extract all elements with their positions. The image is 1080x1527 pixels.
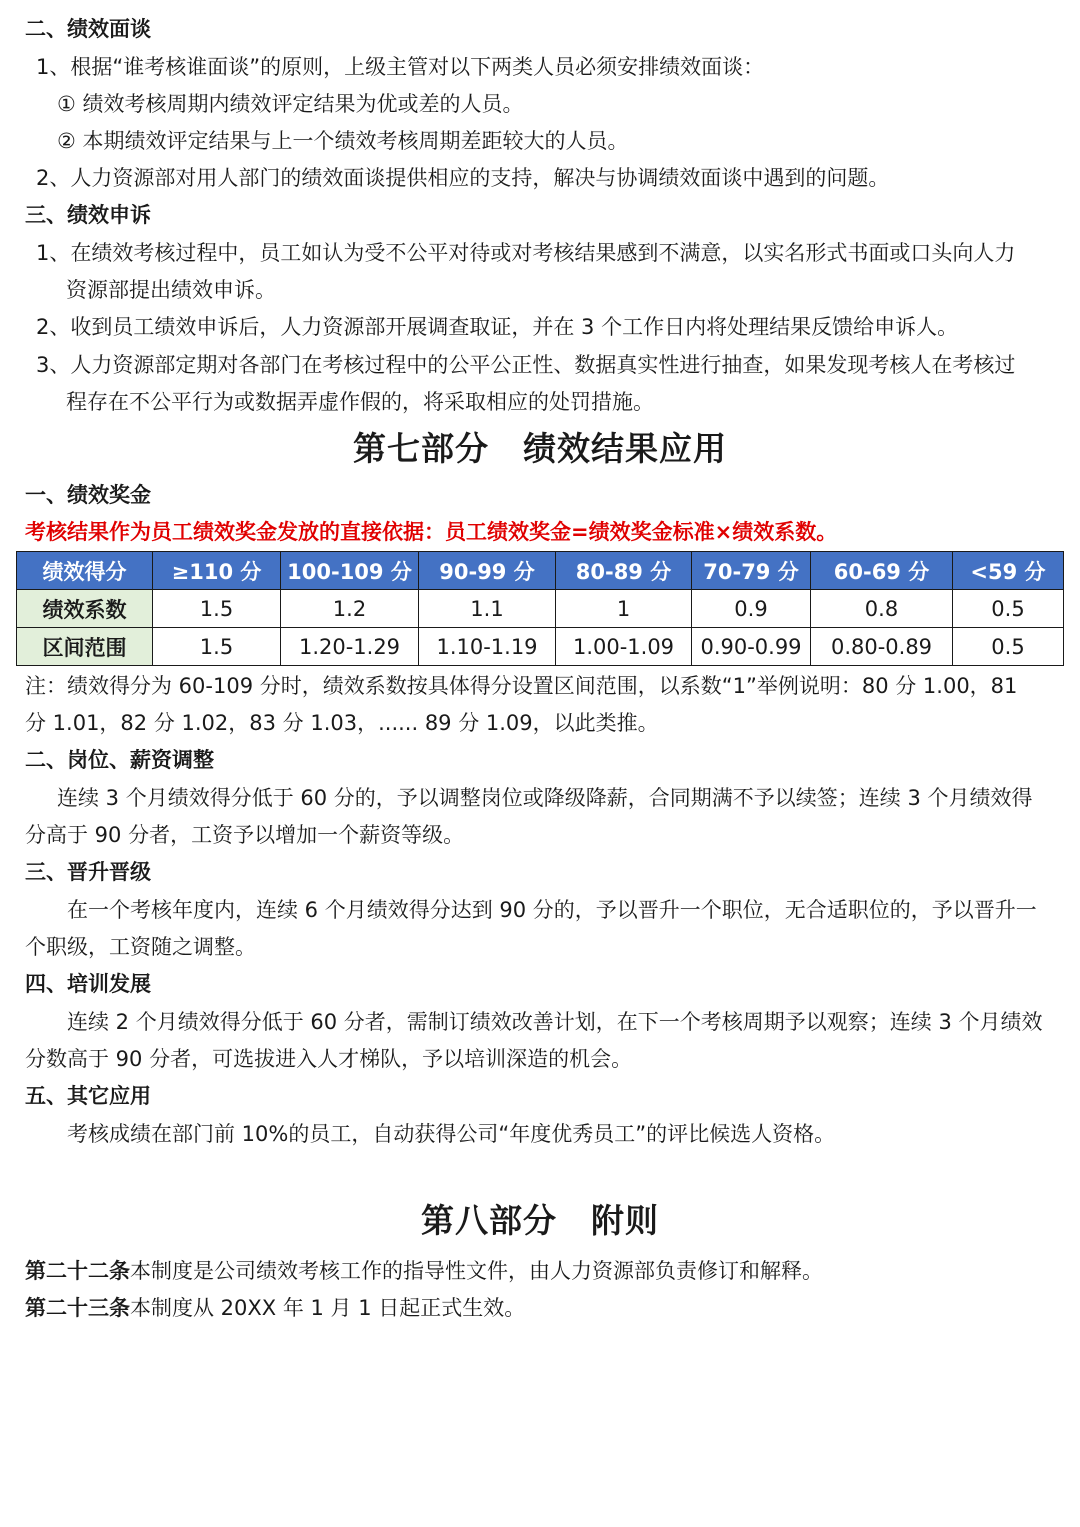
appeal-item-2: 2、收到员工绩效申诉后，人力资源部开展调查取证，并在 3 个工作日内将处理结果反馈给申诉人。: [36, 315, 959, 339]
table-cell: 1.1: [419, 590, 556, 628]
table-row-coefficient: [17, 590, 1064, 628]
part-7-title: 第七部分 绩效结果应用: [353, 429, 727, 468]
table-cell: 1.2: [281, 590, 419, 628]
position-salary-line-1: 连续 3 个月绩效得分低于 60 分的，予以调整岗位或降级降薪，合同期满不予以续签；连续 3 个月绩效得: [57, 786, 1033, 810]
article-22-text: 本制度是公司绩效考核工作的指导性文件，由人力资源部负责修订和解释。: [130, 1259, 823, 1283]
section-title-other-uses: 五、其它应用: [25, 1084, 151, 1108]
table-header-cell: <59 分: [953, 552, 1064, 590]
table-header-row: [17, 552, 1064, 590]
table-header-cell: 90-99 分: [419, 552, 556, 590]
table-header-cell: 70-79 分: [692, 552, 811, 590]
table-header-cell: 100-109 分: [281, 552, 419, 590]
appeal-item-3-line-1: 3、人力资源部定期对各部门在考核过程中的公平公正性、数据真实性进行抽查，如果发现考核人在考核过: [36, 353, 1016, 377]
article-23: [25, 1293, 525, 1323]
interview-item-2: 2、人力资源部对用人部门的绩效面谈提供相应的支持，解决与协调绩效面谈中遇到的问题。: [36, 166, 890, 190]
promotion-line-1: 在一个考核年度内，连续 6 个月绩效得分达到 90 分的，予以晋升一个职位，无合适职位的，予以晋升一: [67, 898, 1037, 922]
section-title-performance-bonus: 一、绩效奖金: [25, 483, 151, 507]
table-row-label: 绩效系数: [17, 590, 153, 628]
article-23-text: 本制度从 20XX 年 1 月 1 日起正式生效。: [130, 1296, 526, 1320]
table-header-cell: 80-89 分: [556, 552, 692, 590]
table-cell: 0.90-0.99: [692, 628, 811, 666]
interview-item-1: 1、根据“谁考核谁面谈”的原则，上级主管对以下两类人员必须安排绩效面谈：: [36, 55, 765, 79]
section-title-training: 四、培训发展: [25, 972, 151, 996]
table-cell: 0.5: [953, 628, 1064, 666]
table-cell: 1: [556, 590, 692, 628]
table-cell: 1.10-1.19: [419, 628, 556, 666]
table-note-line-2: 分 1.01，82 分 1.02，83 分 1.03，...... 89 分 1.09，以此类推。: [25, 711, 659, 735]
section-title-promotion: 三、晋升晋级: [25, 860, 151, 884]
appeal-item-1-line-2: 资源部提出绩效申诉。: [66, 278, 276, 302]
position-salary-line-2: 分高于 90 分者，工资予以增加一个薪资等级。: [25, 823, 465, 847]
table-cell: 0.5: [953, 590, 1064, 628]
promotion-line-2: 个职级，工资随之调整。: [25, 935, 256, 959]
table-cell: 0.8: [811, 590, 953, 628]
section-title-performance-interview: 二、绩效面谈: [25, 17, 151, 41]
part-8-title: 第八部分 附则: [421, 1201, 659, 1240]
appeal-item-1-line-1: 1、在绩效考核过程中，员工如认为受不公平对待或对考核结果感到不满意，以实名形式书面或口头向人力: [36, 241, 1016, 265]
section-title-position-salary: 二、岗位、薪资调整: [25, 748, 214, 772]
table-cell: 1.5: [153, 590, 281, 628]
interview-subitem-1: ① 绩效考核周期内绩效评定结果为优或差的人员。: [57, 92, 524, 116]
bonus-formula: 考核结果作为员工绩效奖金发放的直接依据：员工绩效奖金=绩效奖金标准×绩效系数。: [25, 520, 838, 544]
table-cell: 1.5: [153, 628, 281, 666]
table-cell: 1.00-1.09: [556, 628, 692, 666]
training-line-2: 分数高于 90 分者，可选拔进入人才梯队，予以培训深造的机会。: [25, 1047, 633, 1071]
training-line-1: 连续 2 个月绩效得分低于 60 分者，需制订绩效改善计划，在下一个考核周期予以观察；连续 3 个月绩效: [67, 1010, 1043, 1034]
interview-subitem-2: ② 本期绩效评定结果与上一个绩效考核周期差距较大的人员。: [57, 129, 629, 153]
table-row-label: 区间范围: [17, 628, 153, 666]
appeal-item-3-line-2: 程存在不公平行为或数据弄虚作假的，将采取相应的处罚措施。: [66, 390, 654, 414]
table-header-cell: 60-69 分: [811, 552, 953, 590]
article-23-label: 第二十三条: [25, 1296, 130, 1320]
other-uses-line: 考核成绩在部门前 10%的员工，自动获得公司“年度优秀员工”的评比候选人资格。: [67, 1122, 836, 1146]
performance-coefficient-table: [16, 551, 1064, 666]
table-note-line-1: 注：绩效得分为 60-109 分时，绩效系数按具体得分设置区间范围，以系数“1”举例说明：80 分 1.00，81: [25, 674, 1018, 698]
table-cell: 1.20-1.29: [281, 628, 419, 666]
section-title-performance-appeal: 三、绩效申诉: [25, 203, 151, 227]
table-header-cell: ≥110 分: [153, 552, 281, 590]
article-22: [25, 1256, 823, 1286]
table-row-range: [17, 628, 1064, 666]
article-22-label: 第二十二条: [25, 1259, 130, 1283]
table-cell: 0.80-0.89: [811, 628, 953, 666]
table-header-cell: 绩效得分: [17, 552, 153, 590]
table-cell: 0.9: [692, 590, 811, 628]
